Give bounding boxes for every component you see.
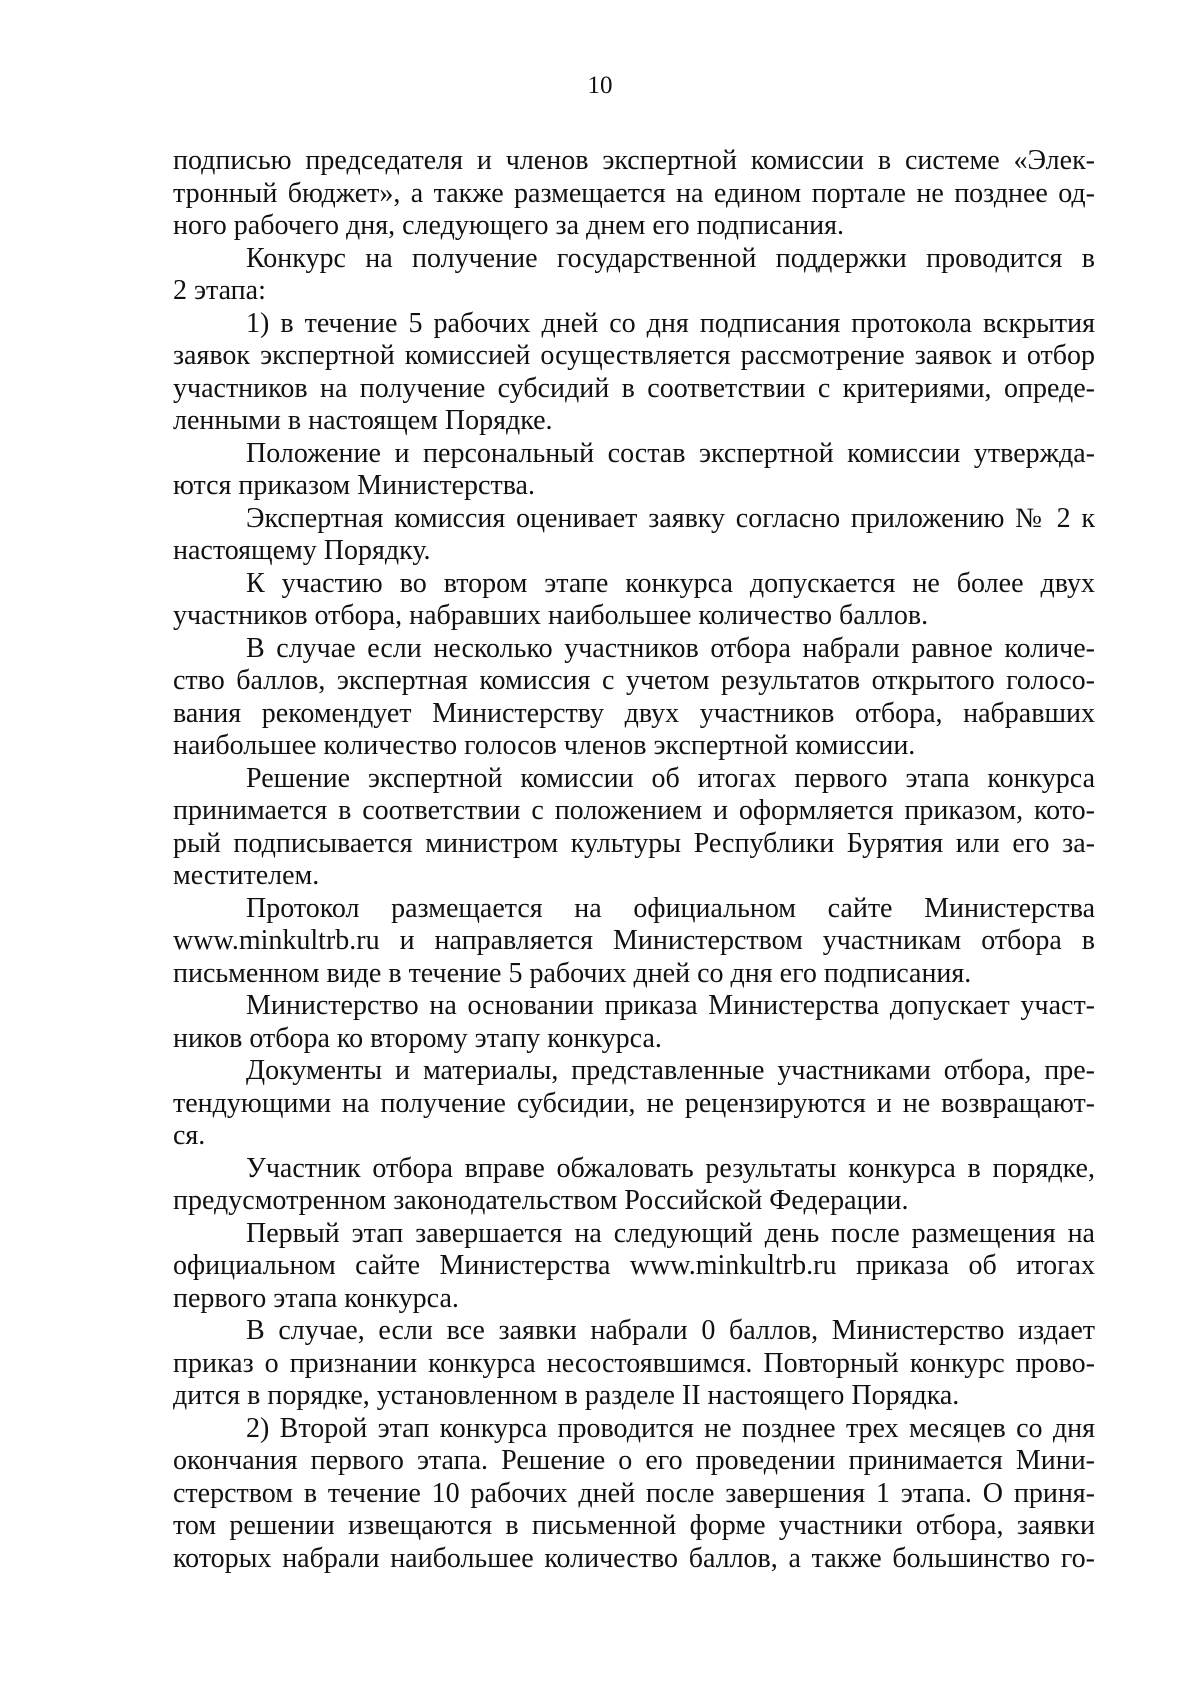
text-line: www.minkultrb.ru и направляется Министерством участникам отбора в xyxy=(173,925,1095,956)
paragraph-first-line: Участник отбора вправе обжаловать результаты конкурса в порядке, xyxy=(246,1152,1095,1184)
text-line: наибольшее количество голосов членов экспертной комиссии. xyxy=(173,730,916,761)
text-line: ство баллов, экспертная комиссия с учетом результатов открытого голосо- xyxy=(173,665,1095,696)
text-line: вания рекомендует Министерству двух участников отбора, набравших xyxy=(173,697,1095,729)
document-body xyxy=(173,145,1095,1575)
text-line: приказ о признании конкурса несостоявшимся. Повторный конкурс прово- xyxy=(173,1347,1095,1379)
paragraph-first-line: Положение и персональный состав экспертной комиссии утвержда- xyxy=(246,437,1095,469)
text-line: принимается в соответствии с положением и оформляется приказом, кото- xyxy=(173,795,1095,826)
text-line: письменном виде в течение 5 рабочих дней со дня его подписания. xyxy=(173,957,972,989)
text-line: подписью председателя и членов экспертной комиссии в системе «Элек- xyxy=(173,145,1095,176)
text-line: предусмотренном законодательством Российской Федерации. xyxy=(173,1185,909,1216)
text-line: ся. xyxy=(173,1120,206,1151)
text-line: заявок экспертной комиссией осуществляется рассмотрение заявок и отбор xyxy=(173,340,1095,371)
text-line: тендующими на получение субсидии, не рецензируются и не возвращают- xyxy=(173,1087,1095,1119)
text-line: ного рабочего дня, следующего за днем его подписания. xyxy=(173,210,845,241)
text-line: тронный бюджет», а также размещается на едином портале не позднее од- xyxy=(173,177,1095,209)
paragraph-first-line: Экспертная комиссия оценивает заявку согласно приложению № 2 к xyxy=(246,502,1095,534)
paragraph-first-line: Конкурс на получение государственной поддержки проводится в xyxy=(246,242,1095,274)
paragraph-first-line: Министерство на основании приказа Министерства допускает участ- xyxy=(246,990,1095,1021)
paragraph-first-line: Первый этап завершается на следующий день после размещения на xyxy=(246,1217,1095,1249)
text-line: местителем. xyxy=(173,860,320,891)
text-line: ленными в настоящем Порядке. xyxy=(173,405,553,436)
text-line: участников отбора, набравших наибольшее количество баллов. xyxy=(173,600,929,631)
text-line: ются приказом Министерства. xyxy=(173,470,535,501)
paragraph-first-line: К участию во втором этапе конкурса допускается не более двух xyxy=(246,567,1095,599)
text-line: стерством в течение 10 рабочих дней после завершения 1 этапа. О приня- xyxy=(173,1477,1095,1509)
text-line: 2 этапа: xyxy=(173,275,266,306)
paragraph-first-line: 2) Второй этап конкурса проводится не позднее трех месяцев со дня xyxy=(246,1412,1095,1444)
text-line: официальном сайте Министерства www.minkultrb.ru приказа об итогах xyxy=(173,1250,1095,1281)
text-line: участников на получение субсидий в соответствии с критериями, опреде- xyxy=(173,372,1095,404)
text-line: окончания первого этапа. Решение о его проведении принимается Мини- xyxy=(173,1445,1095,1476)
page-number: 10 xyxy=(587,72,613,99)
paragraph-first-line: Решение экспертной комиссии об итогах первого этапа конкурса xyxy=(246,762,1095,794)
text-line: первого этапа конкурса. xyxy=(173,1282,459,1314)
text-line: дится в порядке, установленном в разделе II настоящего Порядка. xyxy=(173,1380,960,1411)
text-line: настоящему Порядку. xyxy=(173,535,431,566)
text-line: рый подписывается министром культуры Республики Бурятия или его за- xyxy=(173,827,1095,859)
paragraph-first-line: Документы и материалы, представленные участниками отбора, пре- xyxy=(246,1055,1095,1086)
text-line: которых набрали наибольшее количество баллов, а также большинство го- xyxy=(173,1542,1095,1574)
paragraph-first-line: Протокол размещается на официальном сайте Министерства xyxy=(246,892,1095,924)
paragraph-first-line: В случае если несколько участников отбора набрали равное количе- xyxy=(246,632,1095,664)
text-line: ников отбора ко второму этапу конкурса. xyxy=(173,1022,662,1054)
text-line: том решении извещаются в письменной форме участники отбора, заявки xyxy=(173,1510,1095,1541)
paragraph-first-line: В случае, если все заявки набрали 0 баллов, Министерство издает xyxy=(246,1315,1095,1346)
paragraph-first-line: 1) в течение 5 рабочих дней со дня подписания протокола вскрытия xyxy=(246,307,1095,339)
